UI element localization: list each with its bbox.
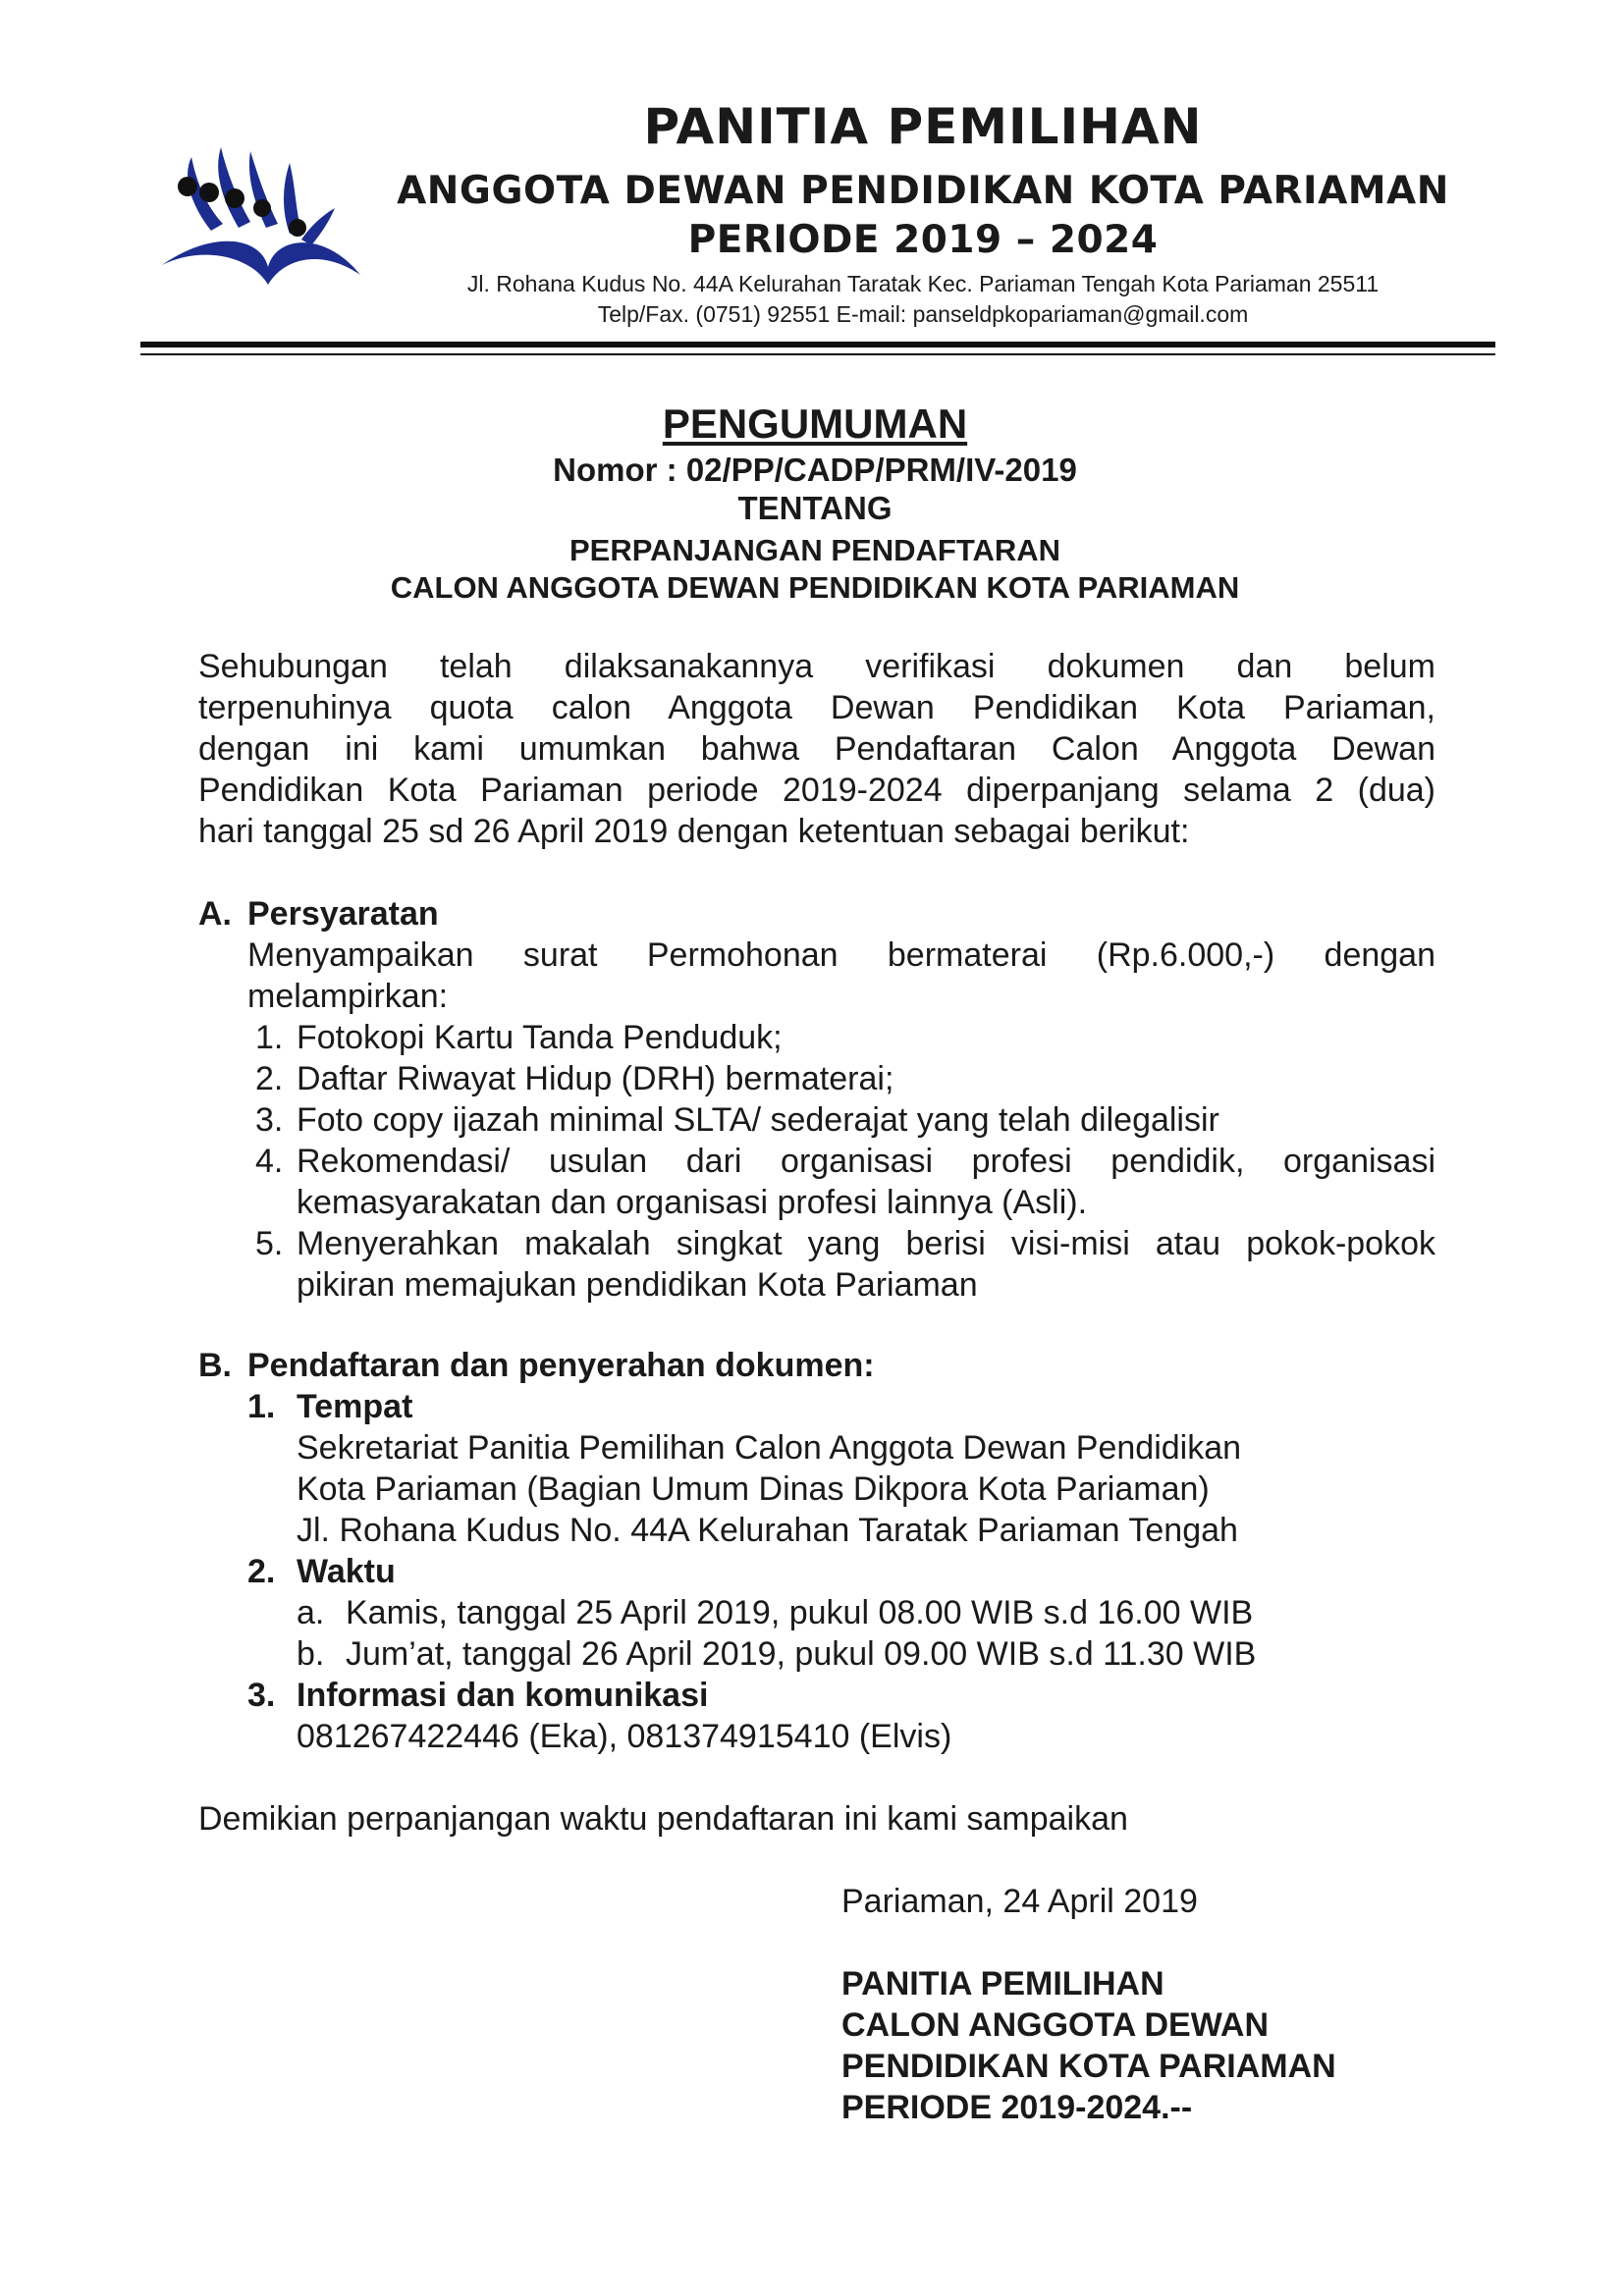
intro-line: Pendidikan Kota Pariaman periode 2019-2024 diperpanjang selama 2 (dua): [198, 772, 1435, 809]
place-heading: Tempat: [297, 1388, 413, 1425]
announcement-subject-line-1: PERPANJANGAN PENDAFTARAN: [568, 533, 1061, 567]
letterhead-divider: [140, 342, 1495, 347]
closing-sentence: Demikian perpanjangan waktu pendaftaran ini kami sampaikan: [198, 1800, 1128, 1838]
list-item: Fotokopi Kartu Tanda Penduduk;: [297, 1019, 783, 1056]
list-item: pikiran memajukan pendidikan Kota Pariaman: [297, 1266, 978, 1304]
section-a-marker: A.: [198, 895, 232, 933]
list-item-number: 1.: [255, 1019, 284, 1056]
place-line: Kota Pariaman (Bagian Umum Dinas Dikpora Kota Pariaman): [297, 1470, 1210, 1508]
announcement-about: TENTANG: [737, 490, 893, 526]
letterhead-contact: Telp/Fax. (0751) 92551 E-mail: panseldpkopariaman@gmail.com: [597, 301, 1249, 327]
committee-period: PERIODE 2019 – 2024: [687, 218, 1159, 262]
intro-line: Sehubungan telah dilaksanakannya verifikasi dokumen dan belum: [198, 648, 1435, 685]
book-with-flames-logo-icon: [152, 137, 368, 304]
place-line: Sekretariat Panitia Pemilihan Calon Anggota Dewan Pendidikan: [297, 1429, 1242, 1467]
signatory-line: PERIODE 2019-2024.--: [841, 2089, 1193, 2126]
committee-title: PANITIA PEMILIHAN: [643, 98, 1203, 155]
time-item: Kamis, tanggal 25 April 2019, pukul 08.00 WIB s.d 16.00 WIB: [346, 1594, 1254, 1631]
time-item-letter: a.: [297, 1594, 325, 1631]
announcement-subject-line-2: CALON ANGGOTA DEWAN PENDIDIKAN KOTA PARIAMAN: [390, 570, 1240, 605]
signatory-line: PENDIDIKAN KOTA PARIAMAN: [841, 2048, 1336, 2085]
list-item-number: 2.: [255, 1060, 284, 1097]
place-number: 1.: [247, 1388, 276, 1425]
section-a-lead: melampirkan:: [247, 978, 449, 1015]
time-number: 2.: [247, 1553, 276, 1590]
letterhead-address: Jl. Rohana Kudus No. 44A Kelurahan Taratak Kec. Pariaman Tengah Kota Pariaman 25511: [466, 271, 1380, 296]
list-item-number: 5.: [255, 1225, 284, 1262]
info-heading: Informasi dan komunikasi: [297, 1677, 709, 1714]
section-a-heading: Persyaratan: [247, 895, 439, 933]
list-item: Rekomendasi/ usulan dari organisasi profesi pendidik, organisasi: [297, 1143, 1435, 1180]
list-item: Daftar Riwayat Hidup (DRH) bermaterai;: [297, 1060, 894, 1097]
signatory-line: CALON ANGGOTA DEWAN: [841, 2006, 1270, 2044]
info-number: 3.: [247, 1677, 276, 1714]
list-item: Menyerahkan makalah singkat yang berisi visi-misi atau pokok-pokok: [297, 1225, 1435, 1262]
list-item-number: 4.: [255, 1143, 284, 1180]
letterhead: [0, 0, 1624, 363]
intro-line: hari tanggal 25 sd 26 April 2019 dengan ketentuan sebagai berikut:: [198, 813, 1190, 850]
committee-subtitle: ANGGOTA DEWAN PENDIDIKAN KOTA PARIAMAN: [397, 169, 1449, 213]
place-line: Jl. Rohana Kudus No. 44A Kelurahan Taratak Pariaman Tengah: [297, 1512, 1238, 1549]
time-heading: Waktu: [297, 1553, 396, 1590]
signatory-line: PANITIA PEMILIHAN: [841, 1965, 1164, 2002]
time-item-letter: b.: [297, 1635, 325, 1673]
list-item-number: 3.: [255, 1101, 284, 1139]
contact-phone-numbers: 081267422446 (Eka), 081374915410 (Elvis): [297, 1718, 952, 1755]
list-item: Foto copy ijazah minimal SLTA/ sederajat yang telah dilegalisir: [297, 1101, 1219, 1139]
intro-line: dengan ini kami umumkan bahwa Pendaftaran Calon Anggota Dewan: [198, 730, 1435, 768]
intro-line: terpenuhinya quota calon Anggota Dewan Pendidikan Kota Pariaman,: [198, 689, 1435, 726]
list-item: kemasyarakatan dan organisasi profesi lainnya (Asli).: [297, 1184, 1088, 1221]
announcement-title: PENGUMUMAN: [662, 400, 968, 447]
time-item: Jum’at, tanggal 26 April 2019, pukul 09.00 WIB s.d 11.30 WIB: [346, 1635, 1257, 1673]
letterhead-divider-thin: [140, 353, 1495, 355]
section-a-lead: Menyampaikan surat Permohonan bermaterai (Rp.6.000,-) dengan: [247, 936, 1435, 974]
section-b-marker: B.: [198, 1347, 232, 1384]
place-and-date: Pariaman, 24 April 2019: [841, 1883, 1198, 1920]
section-b-heading: Pendaftaran dan penyerahan dokumen:: [247, 1347, 875, 1384]
announcement-number: Nomor : 02/PP/CADP/PRM/IV-2019: [553, 452, 1077, 488]
